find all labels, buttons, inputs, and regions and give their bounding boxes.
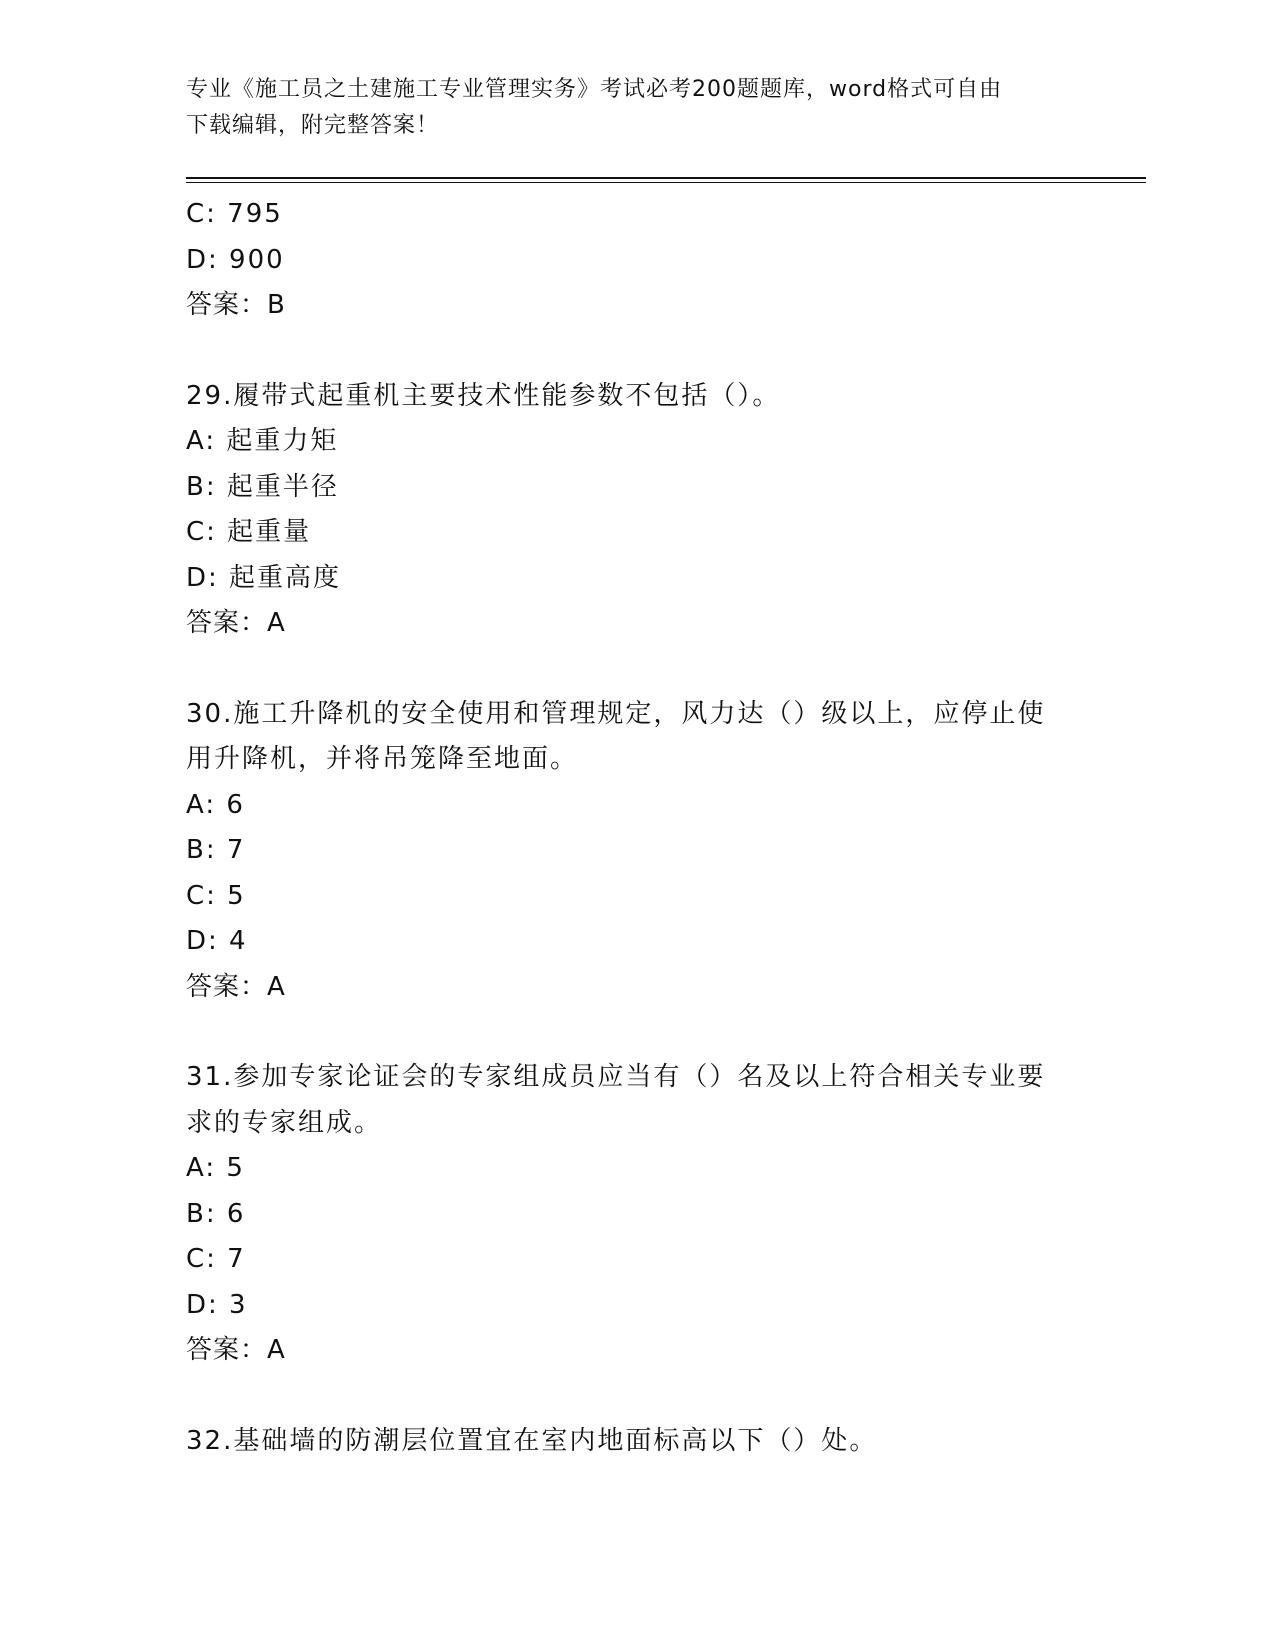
- option-b: B: 7: [186, 835, 246, 865]
- question-28: [186, 192, 1086, 329]
- option-a: A: 6: [186, 789, 245, 820]
- option-b: B: 6: [186, 1198, 246, 1229]
- question-text-line-1: 31.参加专家论证会的专家组成员应当有（）名及以上符合相关专业要: [186, 1062, 1046, 1092]
- spacer: [186, 1010, 1086, 1055]
- question-text: 29.履带式起重机主要技术性能参数不包括（）。: [186, 380, 781, 411]
- question-32: [186, 1419, 1086, 1465]
- spacer: [186, 329, 1086, 374]
- answer-label: 答案：A: [186, 971, 286, 1002]
- option-c: C: 7: [186, 1244, 246, 1274]
- spacer: [186, 1374, 1086, 1419]
- option-c: C: 起重量: [186, 517, 312, 547]
- question-29: [186, 374, 1086, 647]
- document-header: [186, 72, 1066, 144]
- header-rule-thin: [186, 182, 1146, 183]
- question-text-line-2: 用升降机，并将吊笼降至地面。: [186, 744, 579, 774]
- option-d: D: 4: [186, 926, 248, 956]
- option-d: D: 900: [186, 244, 285, 275]
- question-list: [186, 192, 1086, 1464]
- header-line-1: 专业《施工员之土建施工专业管理实务》考试必考200题题库，word格式可自由: [186, 77, 1003, 102]
- option-c: C: 795: [186, 199, 283, 229]
- option-d: D: 3: [186, 1289, 248, 1320]
- option-a: A: 5: [186, 1153, 245, 1183]
- answer-label: 答案：A: [186, 1335, 286, 1365]
- question-text: 32.基础墙的防潮层位置宜在室内地面标高以下（）处。: [186, 1425, 878, 1456]
- header-rule-thick: [186, 177, 1146, 179]
- question-text-line-1: 30.施工升降机的安全使用和管理规定，风力达（）级以上，应停止使: [186, 698, 1046, 729]
- spacer: [186, 647, 1086, 692]
- option-c: C: 5: [186, 880, 246, 911]
- option-a: A: 起重力矩: [186, 426, 339, 456]
- header-line-2: 下载编辑，附完整答案！: [186, 113, 440, 138]
- question-text-line-2: 求的专家组成。: [186, 1107, 383, 1138]
- option-d: D: 起重高度: [186, 562, 342, 593]
- answer-label: 答案：A: [186, 608, 286, 638]
- answer-label: 答案：B: [186, 290, 286, 320]
- question-31: [186, 1055, 1086, 1374]
- question-30: [186, 692, 1086, 1011]
- option-b: B: 起重半径: [186, 471, 339, 502]
